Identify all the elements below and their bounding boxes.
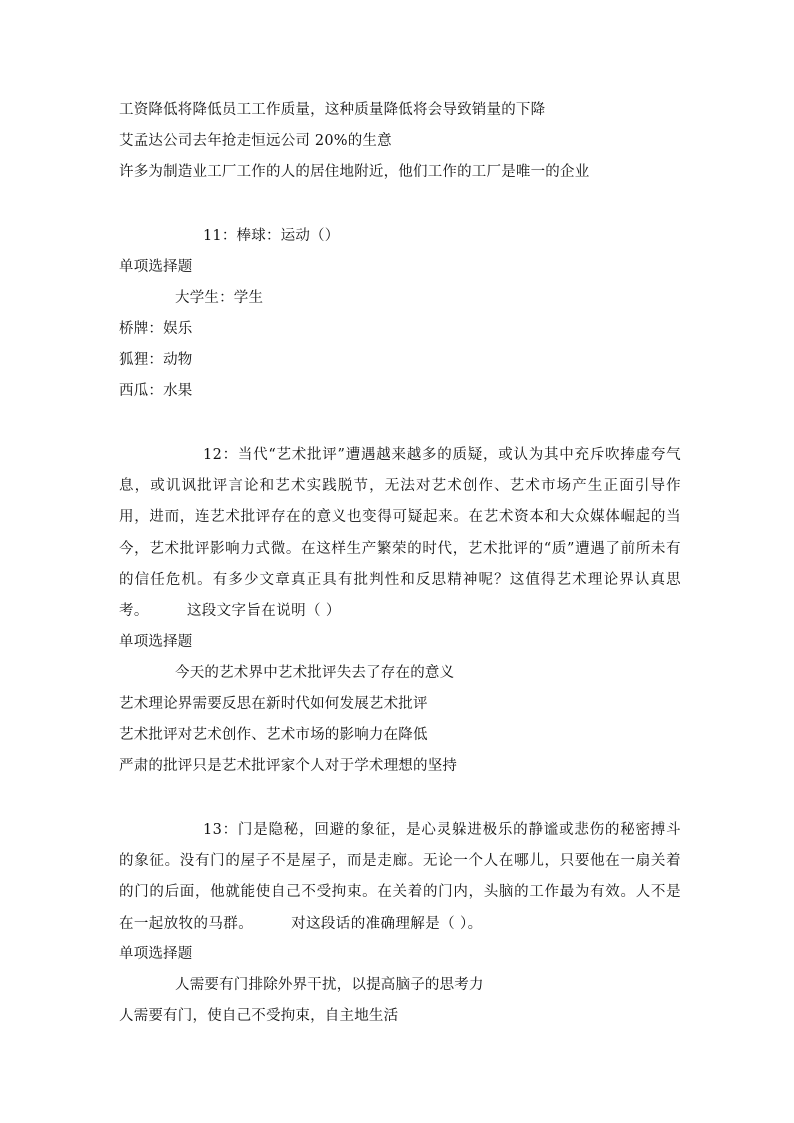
question-11-option-b: 桥牌：娱乐 bbox=[119, 321, 193, 337]
question-12-type: 单项选择题 bbox=[119, 634, 193, 650]
question-11-option-d: 西瓜：水果 bbox=[119, 383, 193, 399]
question-11-stem: 11：棒球：运动（） bbox=[203, 228, 340, 244]
option-text: 工资降低将降低员工工作质量，这种质量降低将会导致销量的下降 bbox=[119, 102, 546, 118]
question-12-option-a: 今天的艺术界中艺术批评失去了存在的意义 bbox=[175, 665, 455, 681]
question-13-stem-text: 13：门是隐秘，回避的象征，是心灵躲进极乐的静谧或悲伤的秘密搏斗的象征。没有门的屋子不是屋子，而是走廊。无论一个人在哪儿，只要他在一扇关着的门的后面，他就能使自己不受拘束。在关着的门内，头脑的工作最为有效。人不是在一起放牧的马群。 bbox=[119, 822, 681, 932]
question-13-option-a: 人需要有门排除外界干扰，以提高脑子的思考力 bbox=[175, 977, 484, 993]
question-11-option-c: 狐狸：动物 bbox=[119, 352, 193, 368]
option-text: 艾孟达公司去年抢走恒远公司 20%的生意 bbox=[119, 133, 392, 149]
question-12-option-c: 艺术批评对艺术创作、艺术市场的影响力在降低 bbox=[119, 727, 428, 743]
question-12-ask: 这段文字旨在说明（ ） bbox=[186, 603, 341, 620]
question-12-option-b: 艺术理论界需要反思在新时代如何发展艺术批评 bbox=[119, 696, 428, 712]
option-text: 许多为制造业工厂工作的人的居住地附近，他们工作的工厂是唯一的企业 bbox=[119, 164, 590, 180]
question-13-type: 单项选择题 bbox=[119, 946, 193, 962]
question-12-option-d: 严肃的批评只是艺术批评家个人对于学术理想的坚持 bbox=[119, 758, 458, 774]
question-13-option-b: 人需要有门，使自己不受拘束，自主地生活 bbox=[119, 1008, 399, 1024]
question-11-type: 单项选择题 bbox=[119, 259, 193, 275]
question-13-stem bbox=[119, 815, 681, 940]
question-13-ask: 对这段话的准确理解是（ ）。 bbox=[291, 915, 483, 932]
question-12-stem bbox=[119, 440, 681, 627]
question-12-stem-text: 12：当代“艺术批评”遭遇越来越多的质疑，或认为其中充斥吹捧虚夸气息，或讥讽批评言论和艺术实践脱节，无法对艺术创作、艺术市场产生正面引导作用，进而，连艺术批评存在的意义也变得可疑起来。在艺术资本和大众媒体崛起的当今，艺术批评影响力式微。在这样生产繁荣的时代，艺术批评的“质”遭遇了前所未有的信任危机。有多少文章真正具有批判性和反思精神呢？这值得艺术理论界认真思考。 bbox=[119, 447, 681, 620]
question-11-option-a: 大学生：学生 bbox=[175, 290, 264, 306]
